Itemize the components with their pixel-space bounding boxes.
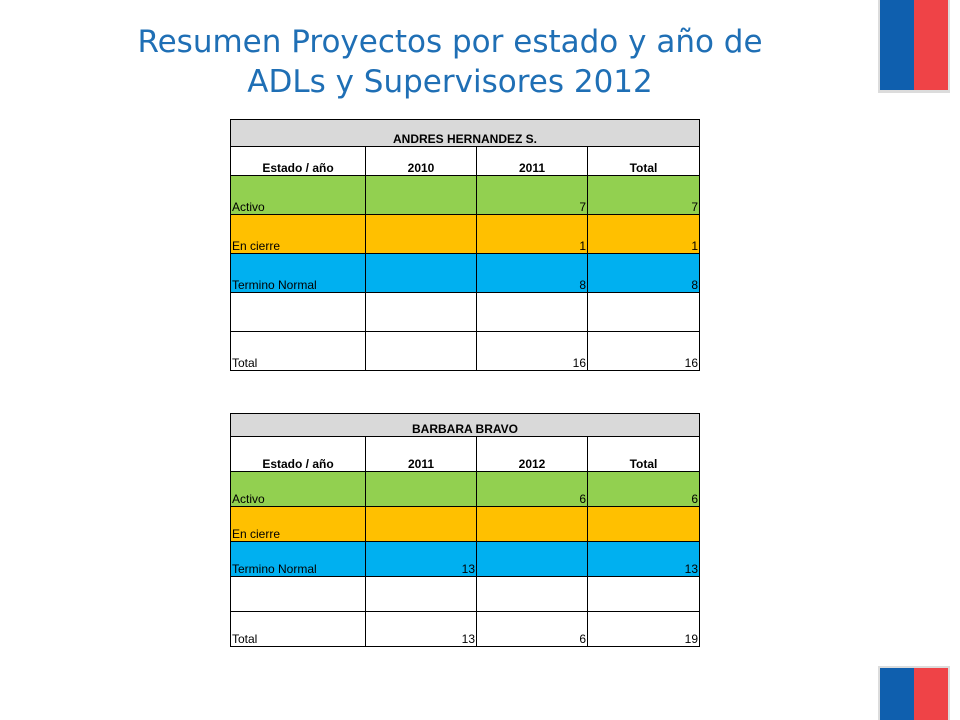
table-row-en-cierre — [231, 507, 700, 542]
table-cell — [366, 472, 477, 507]
column-header: Total — [588, 147, 700, 176]
table-cell — [477, 507, 588, 542]
column-header: Estado / año — [231, 437, 366, 472]
table-cell — [366, 254, 477, 293]
table-row-total — [231, 612, 700, 647]
table-cell: 7 — [588, 176, 700, 215]
row-label: Total — [231, 332, 366, 371]
page-title-line-1: Resumen Proyectos por estado y año de — [137, 24, 763, 60]
table-row-en-cierre — [231, 215, 700, 254]
table-cell: 8 — [588, 254, 700, 293]
table-cell: 6 — [477, 472, 588, 507]
table-row-activo — [231, 176, 700, 215]
table-cell: 16 — [477, 332, 588, 371]
table-cell: 6 — [588, 472, 700, 507]
summary-table-andres-hernandez — [230, 119, 700, 371]
page-title-line-2: ADLs y Supervisores 2012 — [247, 64, 653, 100]
column-header: Total — [588, 437, 700, 472]
table-person-name: BARBARA BRAVO — [231, 414, 700, 437]
table-person-name: ANDRES HERNANDEZ S. — [231, 120, 700, 147]
row-label: Activo — [231, 472, 366, 507]
table-cell: 1 — [588, 215, 700, 254]
table-row-empty — [231, 293, 700, 332]
table-cell — [366, 332, 477, 371]
table-cell: 13 — [588, 542, 700, 577]
page-title — [60, 22, 840, 102]
table-cell — [477, 293, 588, 332]
table-row-total — [231, 332, 700, 371]
table-cell: 13 — [366, 612, 477, 647]
column-header: 2012 — [477, 437, 588, 472]
summary-table-barbara-bravo — [230, 413, 700, 647]
table-cell — [366, 293, 477, 332]
chile-flag-decoration-top — [880, 0, 948, 90]
table-row-termino-normal — [231, 542, 700, 577]
table-cell — [366, 215, 477, 254]
table-cell — [366, 176, 477, 215]
row-label: Termino Normal — [231, 254, 366, 293]
column-header: 2010 — [366, 147, 477, 176]
table-cell: 1 — [477, 215, 588, 254]
table-cell — [588, 577, 700, 612]
table-cell: 16 — [588, 332, 700, 371]
chile-flag-decoration-bottom — [880, 668, 948, 720]
row-label — [231, 577, 366, 612]
table-row-activo — [231, 472, 700, 507]
table-cell: 6 — [477, 612, 588, 647]
column-header: Estado / año — [231, 147, 366, 176]
table-cell — [477, 577, 588, 612]
row-label — [231, 293, 366, 332]
table-cell: 19 — [588, 612, 700, 647]
row-label: En cierre — [231, 507, 366, 542]
table-cell — [477, 542, 588, 577]
table-cell: 13 — [366, 542, 477, 577]
column-header: 2011 — [477, 147, 588, 176]
row-label: Total — [231, 612, 366, 647]
row-label: En cierre — [231, 215, 366, 254]
row-label: Activo — [231, 176, 366, 215]
table-cell: 8 — [477, 254, 588, 293]
column-header: 2011 — [366, 437, 477, 472]
table-cell — [588, 507, 700, 542]
table-cell — [366, 507, 477, 542]
table-cell — [588, 293, 700, 332]
table-row-termino-normal — [231, 254, 700, 293]
table-cell — [366, 577, 477, 612]
table-row-empty — [231, 577, 700, 612]
table-cell: 7 — [477, 176, 588, 215]
row-label: Termino Normal — [231, 542, 366, 577]
